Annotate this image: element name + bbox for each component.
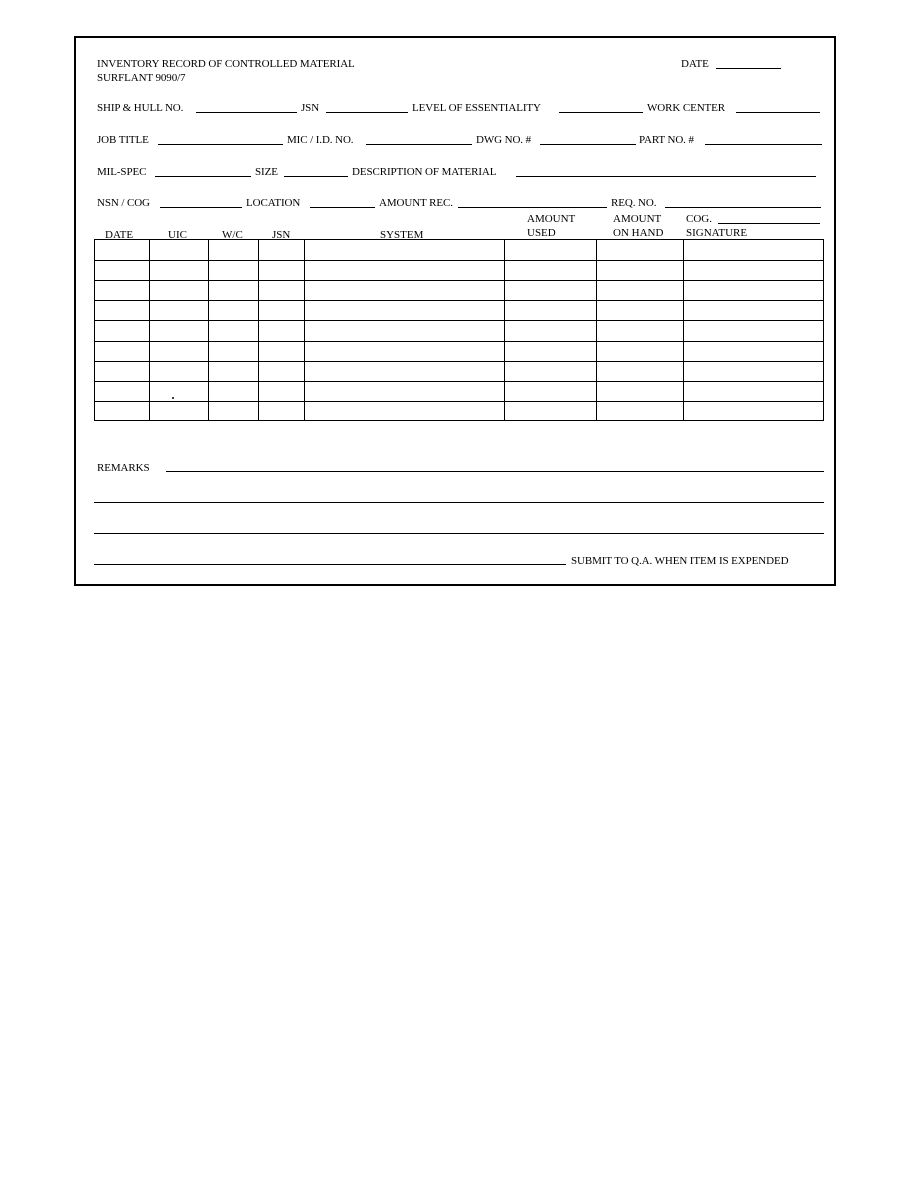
mic-id-field[interactable] xyxy=(366,144,472,145)
amount-rec-label: AMOUNT REC. xyxy=(379,197,453,209)
table-row[interactable] xyxy=(95,280,823,281)
header-date: DATE xyxy=(105,229,134,241)
jsn-field[interactable] xyxy=(326,112,408,113)
remarks-line-1[interactable] xyxy=(166,471,824,472)
amount-rec-field[interactable] xyxy=(458,207,607,208)
table-row[interactable] xyxy=(95,401,823,402)
cog-label: COG. xyxy=(686,213,712,225)
table-row[interactable] xyxy=(95,300,823,301)
remarks-label: REMARKS xyxy=(97,462,150,474)
remarks-line-3[interactable] xyxy=(94,533,824,534)
header-wc: W/C xyxy=(222,229,243,241)
remarks-line-2[interactable] xyxy=(94,502,824,503)
header-amount-used-top: AMOUNT xyxy=(527,213,576,225)
size-field[interactable] xyxy=(284,176,348,177)
mic-id-label: MIC / I.D. NO. xyxy=(287,134,354,146)
column-divider xyxy=(683,240,684,420)
header-amount-used-bottom: USED xyxy=(527,227,556,239)
remarks-line-4[interactable] xyxy=(94,564,566,565)
location-field[interactable] xyxy=(310,207,375,208)
table-row[interactable] xyxy=(95,361,823,362)
column-divider xyxy=(258,240,259,420)
table-row[interactable] xyxy=(95,381,823,382)
form-number: SURFLANT 9090/7 xyxy=(97,72,186,84)
ship-hull-field[interactable] xyxy=(196,112,297,113)
ship-hull-label: SHIP & HULL NO. xyxy=(97,102,184,114)
mil-spec-field[interactable] xyxy=(155,176,251,177)
header-uic: UIC xyxy=(168,229,187,241)
work-center-label: WORK CENTER xyxy=(647,102,726,114)
part-no-label: PART NO. # xyxy=(639,134,694,146)
table-row[interactable] xyxy=(95,341,823,342)
header-amount-on-hand-top: AMOUNT xyxy=(613,213,662,225)
column-divider xyxy=(149,240,150,420)
record-table[interactable] xyxy=(94,239,824,421)
description-field[interactable] xyxy=(516,176,816,177)
job-title-field[interactable] xyxy=(158,144,283,145)
inventory-record-form xyxy=(74,36,836,586)
form-title: INVENTORY RECORD OF CONTROLLED MATERIAL xyxy=(97,58,355,70)
description-label: DESCRIPTION OF MATERIAL xyxy=(352,166,497,178)
cog-field[interactable] xyxy=(718,223,820,224)
nsn-cog-field[interactable] xyxy=(160,207,242,208)
header-system: SYSTEM xyxy=(380,229,424,241)
dwg-no-field[interactable] xyxy=(540,144,636,145)
job-title-label: JOB TITLE xyxy=(97,134,149,146)
column-divider xyxy=(596,240,597,420)
jsn-label: JSN xyxy=(301,102,320,114)
date-field[interactable] xyxy=(716,68,781,69)
mil-spec-label: MIL-SPEC xyxy=(97,166,147,178)
footer-note: SUBMIT TO Q.A. WHEN ITEM IS EXPENDED xyxy=(571,555,789,567)
work-center-field[interactable] xyxy=(736,112,820,113)
req-no-field[interactable] xyxy=(665,207,821,208)
column-divider xyxy=(504,240,505,420)
header-signature: SIGNATURE xyxy=(686,227,748,239)
level-essentiality-field[interactable] xyxy=(559,112,643,113)
size-label: SIZE xyxy=(255,166,278,178)
column-divider xyxy=(208,240,209,420)
table-row[interactable] xyxy=(95,320,823,321)
column-divider xyxy=(304,240,305,420)
header-amount-on-hand-bottom: ON HAND xyxy=(613,227,664,239)
level-essentiality-label: LEVEL OF ESSENTIALITY xyxy=(412,102,541,114)
stray-dot xyxy=(172,397,174,399)
header-jsn: JSN xyxy=(272,229,291,241)
req-no-label: REQ. NO. xyxy=(611,197,657,209)
nsn-cog-label: NSN / COG xyxy=(97,197,150,209)
location-label: LOCATION xyxy=(246,197,301,209)
date-label: DATE xyxy=(681,58,709,70)
table-row[interactable] xyxy=(95,260,823,261)
part-no-field[interactable] xyxy=(705,144,822,145)
dwg-no-label: DWG NO. # xyxy=(476,134,532,146)
